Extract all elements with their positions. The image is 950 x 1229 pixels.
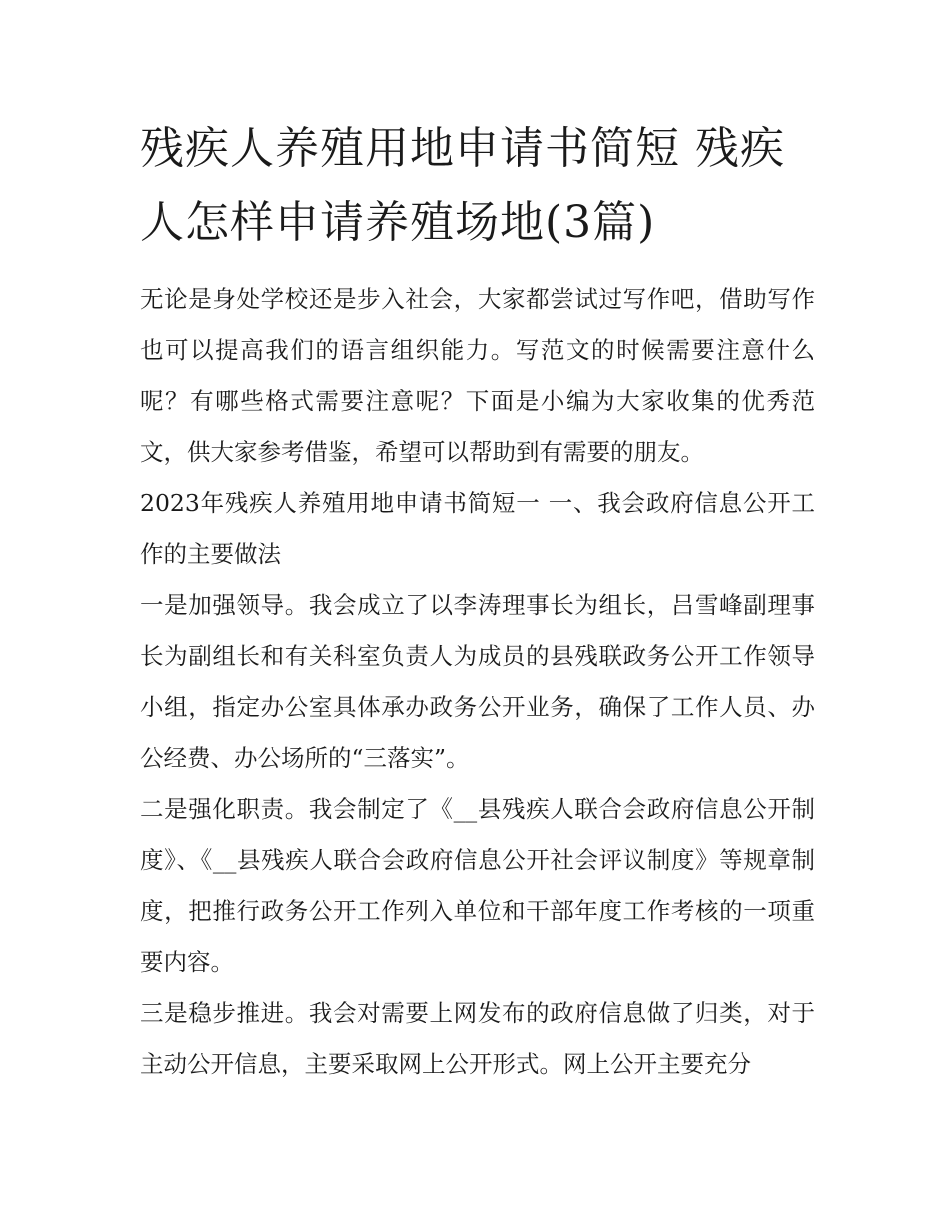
document-page [140,112,815,1090]
paragraph-heading: 2023年残疾人养殖用地申请书简短一 一、我会政府信息公开工作的主要做法 [140,489,815,568]
paragraph-intro: 无论是身处学校还是步入社会，大家都尝试过写作吧，借助写作也可以提高我们的语言组织能力。写范文的时候需要注意什么呢？有哪些格式需要注意呢？下面是小编为大家收集的优秀范文，供大家参考借鉴，希望可以帮助到有需要的朋友。 [140,285,815,466]
document-title: 残疾人养殖用地申请书简短 残疾人怎样申请养殖场地(3篇) [140,123,785,248]
paragraph-point-one: 一是加强领导。我会成立了以李涛理事长为组长，吕雪峰副理事长为副组长和有关科室负责人为成员的县残联政务公开工作领导小组，指定办公室具体承办政务公开业务，确保了工作人员、办公经费、办公场所的“三落实”。 [140,591,815,772]
paragraph-point-three: 三是稳步推进。我会对需要上网发布的政府信息做了归类，对于主动公开信息，主要采取网上公开形式。网上公开主要充分 [140,999,815,1078]
document-body [140,274,815,1090]
paragraph-point-two: 二是强化职责。我会制定了《__县残疾人联合会政府信息公开制度》、《__县残疾人联合会政府信息公开社会评议制度》等规章制度，把推行政务公开工作列入单位和干部年度工作考核的一项重要内容。 [140,795,815,976]
